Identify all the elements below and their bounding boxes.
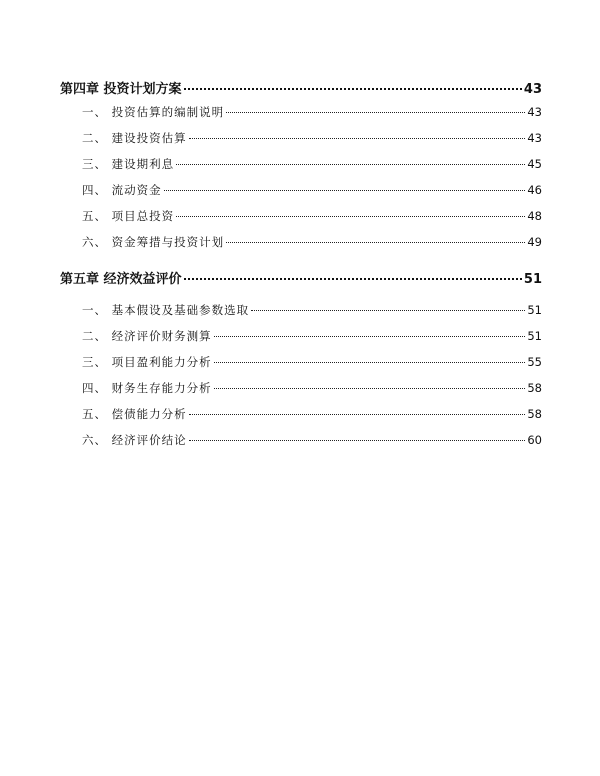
dot-leader (184, 278, 522, 280)
section-title: 四、 流动资金 (82, 183, 162, 197)
section-page-number: 45 (527, 157, 542, 171)
section-title: 一、 投资估算的编制说明 (82, 105, 225, 119)
toc-entry[interactable] (60, 130, 542, 156)
toc-entry[interactable] (60, 156, 542, 182)
spacer (60, 260, 542, 268)
table-of-contents (60, 78, 542, 458)
section-page-number: 58 (527, 381, 542, 395)
section-title: 三、 项目盈利能力分析 (82, 355, 212, 369)
toc-entry[interactable] (60, 182, 542, 208)
chapter-title: 第四章 投资计划方案 (60, 82, 182, 97)
toc-entry[interactable] (60, 380, 542, 406)
section-page-number: 51 (527, 329, 542, 343)
dot-leader (226, 112, 525, 113)
section-page-number: 58 (527, 407, 542, 421)
section-page-number: 43 (527, 105, 542, 119)
dot-leader (214, 362, 526, 363)
section-page-number: 43 (527, 131, 542, 145)
section-title: 三、 建设期利息 (82, 157, 175, 171)
chapter-page-number: 43 (523, 82, 542, 97)
dot-leader (189, 440, 526, 441)
section-title: 二、 建设投资估算 (82, 131, 187, 145)
dot-leader (226, 242, 525, 243)
toc-entry[interactable] (60, 406, 542, 432)
toc-entry[interactable] (60, 208, 542, 234)
section-page-number: 55 (527, 355, 542, 369)
section-title: 二、 经济评价财务测算 (82, 329, 212, 343)
toc-chapter-4[interactable] (60, 78, 542, 104)
section-page-number: 49 (527, 235, 542, 249)
dot-leader (214, 336, 526, 337)
spacer (60, 294, 542, 302)
dot-leader (176, 216, 525, 217)
toc-entry[interactable] (60, 354, 542, 380)
section-title: 五、 偿债能力分析 (82, 407, 187, 421)
section-title: 一、 基本假设及基础参数选取 (82, 303, 250, 317)
section-page-number: 46 (527, 183, 542, 197)
toc-entry[interactable] (60, 104, 542, 130)
section-page-number: 60 (527, 433, 542, 447)
section-title: 五、 项目总投资 (82, 209, 175, 223)
section-title: 六、 资金筹措与投资计划 (82, 235, 225, 249)
toc-entry[interactable] (60, 234, 542, 260)
dot-leader (176, 164, 525, 165)
section-title: 四、 财务生存能力分析 (82, 381, 212, 395)
dot-leader (184, 88, 522, 90)
toc-entry[interactable] (60, 302, 542, 328)
toc-entry[interactable] (60, 432, 542, 458)
section-page-number: 51 (527, 303, 542, 317)
dot-leader (251, 310, 525, 311)
toc-entry[interactable] (60, 328, 542, 354)
toc-chapter-5[interactable] (60, 268, 542, 294)
chapter-page-number: 51 (523, 272, 542, 287)
dot-leader (164, 190, 526, 191)
dot-leader (189, 138, 526, 139)
dot-leader (189, 414, 526, 415)
section-title: 六、 经济评价结论 (82, 433, 187, 447)
section-page-number: 48 (527, 209, 542, 223)
dot-leader (214, 388, 526, 389)
chapter-title: 第五章 经济效益评价 (60, 272, 182, 287)
